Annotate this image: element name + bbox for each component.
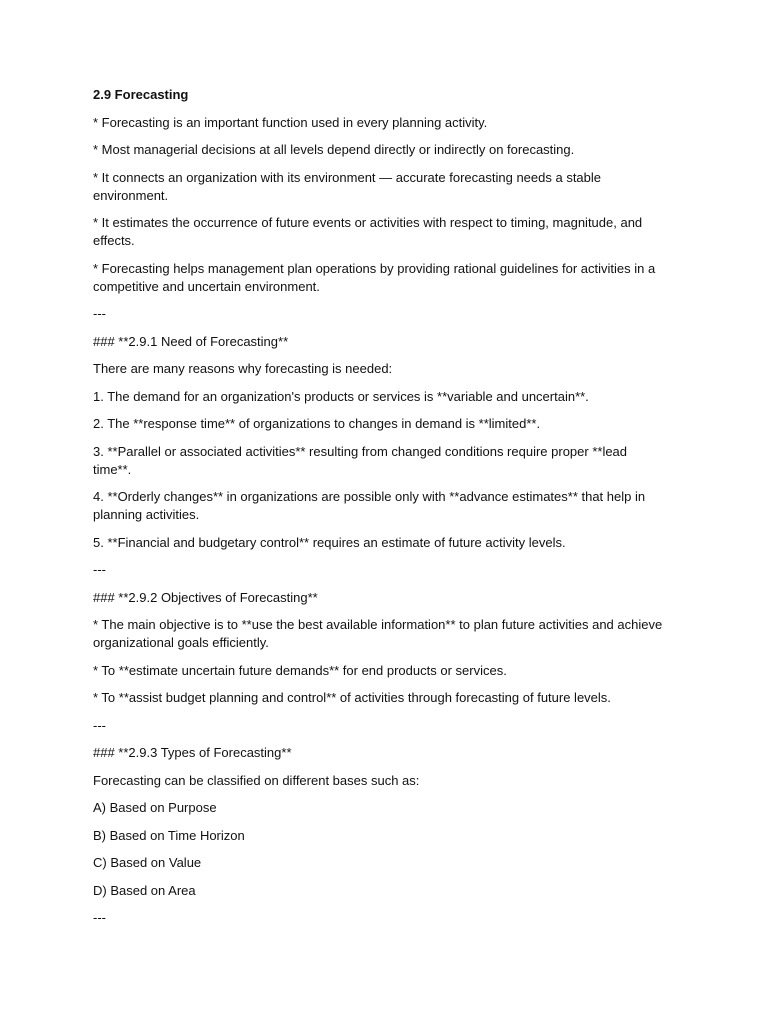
divider-text: --- xyxy=(93,306,106,321)
divider-text: --- xyxy=(93,910,106,925)
numbered-item: 4. **Orderly changes** in organizations are possible only with **advance estimates** that help in planning activities. xyxy=(93,489,646,522)
list-item: D) Based on Area xyxy=(93,882,196,898)
section-title: 2.9 Forecasting xyxy=(93,87,189,102)
bullet-paragraph: * Most managerial decisions at all levels depend directly or indirectly on forecasting. xyxy=(93,142,575,157)
intro-paragraph: Forecasting can be classified on different bases such as: xyxy=(93,772,420,788)
bullet-paragraph: * It estimates the occurrence of future events or activities with respect to timing, magnitude, and effects. xyxy=(93,215,643,248)
numbered-item: 5. **Financial and budgetary control** requires an estimate of future activity levels. xyxy=(93,534,566,550)
bullet-paragraph: * It connects an organization with its environment — accurate forecasting needs a stable environment. xyxy=(93,169,602,203)
list-item: A) Based on Purpose xyxy=(93,800,217,815)
subheading-types: ### **2.9.3 Types of Forecasting** xyxy=(93,745,292,760)
divider-text: --- xyxy=(93,562,106,577)
list-item: B) Based on Time Horizon xyxy=(93,827,245,843)
numbered-item: 1. The demand for an organization's products or services is **variable and uncertain**. xyxy=(93,388,589,404)
bullet-paragraph: * To **estimate uncertain future demands** for end products or services. xyxy=(93,662,507,678)
bullet-paragraph: * Forecasting is an important function used in every planning activity. xyxy=(93,114,488,130)
divider-text: --- xyxy=(93,717,106,733)
bullet-paragraph: * The main objective is to **use the best available information** to plan future activities and achieve organizational goals efficiently. xyxy=(93,617,663,650)
bullet-paragraph: * To **assist budget planning and control** of activities through forecasting of future levels. xyxy=(93,690,611,705)
document-body xyxy=(93,86,668,937)
list-item: C) Based on Value xyxy=(93,855,202,870)
numbered-item: 2. The **response time** of organizations to changes in demand is **limited**. xyxy=(93,416,541,431)
numbered-item: 3. **Parallel or associated activities** resulting from changed conditions require proper **lead time**. xyxy=(93,443,628,477)
subheading-need: ### **2.9.1 Need of Forecasting** xyxy=(93,333,289,349)
subheading-objectives: ### **2.9.2 Objectives of Forecasting** xyxy=(93,589,318,605)
intro-paragraph: There are many reasons why forecasting is needed: xyxy=(93,361,393,376)
bullet-paragraph: * Forecasting helps management plan operations by providing rational guidelines for activities in a competitive and uncertain environment. xyxy=(93,260,656,294)
